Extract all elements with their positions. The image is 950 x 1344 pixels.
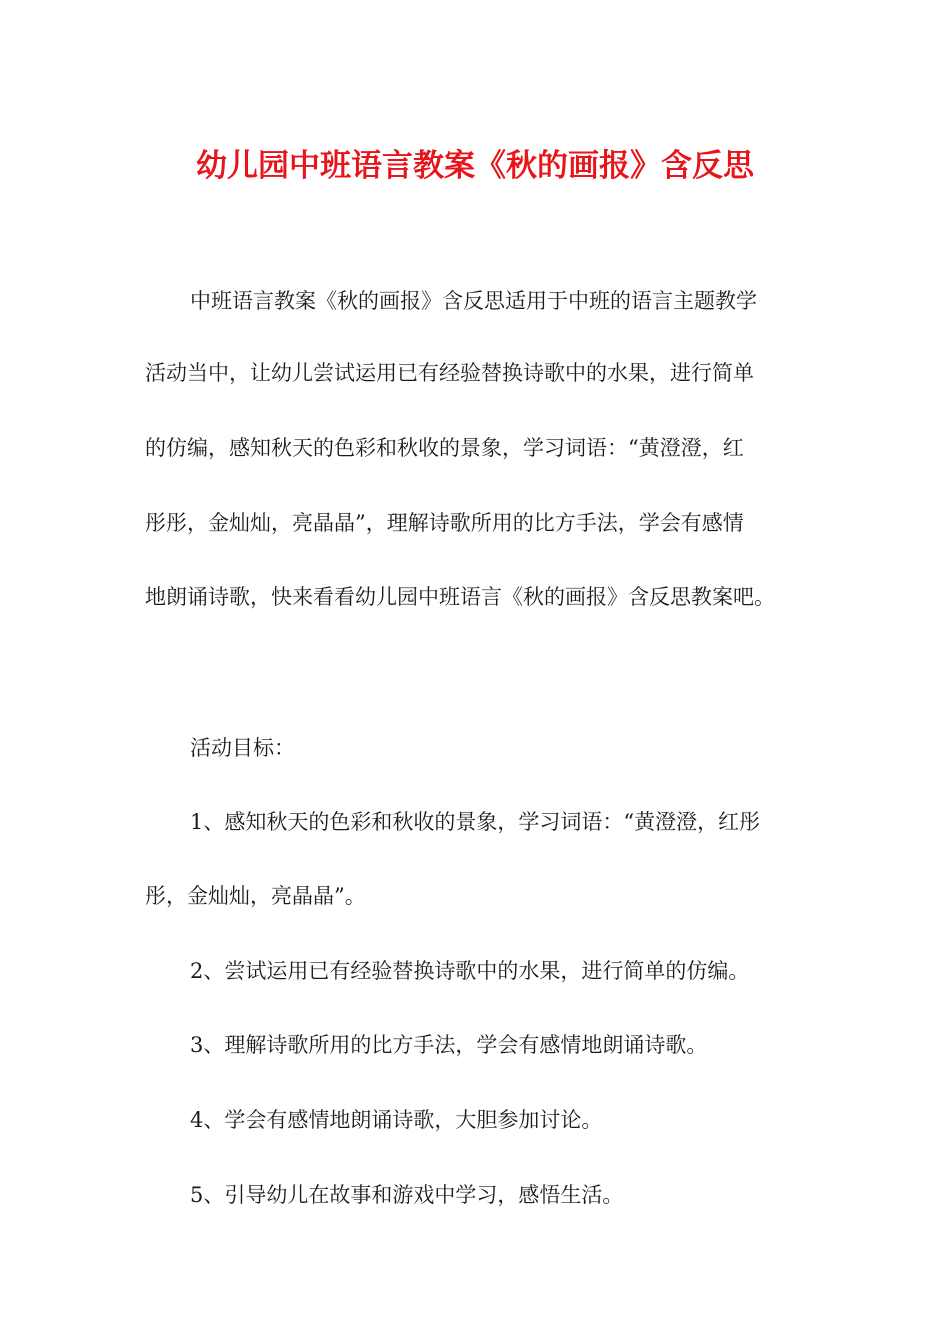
document-title: 幼儿园中班语言教案《秋的画报》含反思	[196, 148, 754, 184]
goal-line: 1、感知秋天的色彩和秋收的景象，学习词语：“黄澄澄，红彤	[190, 810, 761, 834]
goal-line: 4、学会有感情地朗诵诗歌，大胆参加讨论。	[190, 1108, 603, 1132]
intro-line: 的仿编，感知秋天的色彩和秋收的景象，学习词语：“黄澄澄，红	[145, 436, 744, 460]
goal-line: 彤，金灿灿，亮晶晶”。	[145, 884, 366, 908]
goals-heading: 活动目标：	[190, 736, 295, 760]
goal-line: 3、理解诗歌所用的比方手法，学会有感情地朗诵诗歌。	[190, 1033, 708, 1057]
intro-line: 中班语言教案《秋的画报》含反思适用于中班的语言主题教学	[190, 289, 757, 313]
intro-line: 活动当中，让幼儿尝试运用已有经验替换诗歌中的水果，进行简单	[145, 361, 754, 385]
goal-line: 2、尝试运用已有经验替换诗歌中的水果，进行简单的仿编。	[190, 959, 750, 983]
goal-line: 5、引导幼儿在故事和游戏中学习，感悟生活。	[190, 1183, 624, 1207]
intro-line: 彤彤，金灿灿，亮晶晶”，理解诗歌所用的比方手法，学会有感情	[145, 511, 744, 535]
intro-line: 地朗诵诗歌，快来看看幼儿园中班语言《秋的画报》含反思教案吧。	[145, 585, 775, 609]
